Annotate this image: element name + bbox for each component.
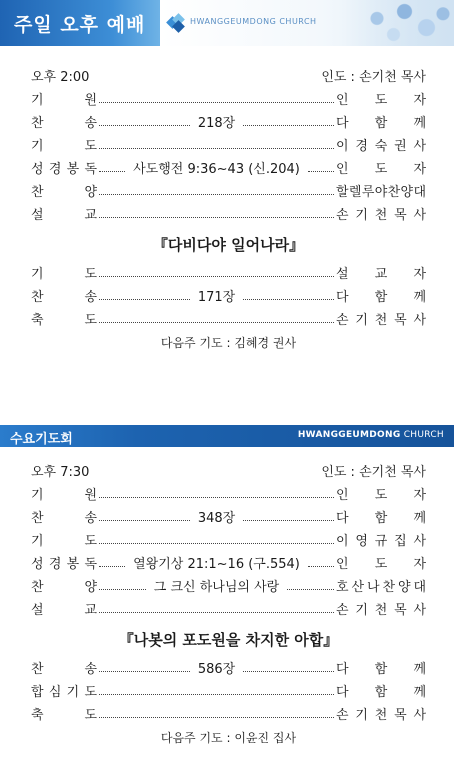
order-row <box>31 112 426 135</box>
order-person: 인 도 자 <box>336 162 426 177</box>
order-detail: 171장 <box>197 290 236 305</box>
order-person: 손 기 천 목 사 <box>336 313 426 328</box>
leader-dots <box>99 217 334 218</box>
hydrangea-decoration <box>344 0 454 46</box>
order-row <box>31 599 426 622</box>
leader-dots <box>99 717 334 718</box>
order-row <box>31 704 426 727</box>
sunday-header <box>0 0 454 46</box>
sermon-title: 『다비다야 일어나라』 <box>152 236 305 254</box>
order-person: 설 교 자 <box>336 267 426 282</box>
order-label: 찬 송 <box>31 116 97 131</box>
leader-dots <box>99 194 334 195</box>
order-row <box>31 286 426 309</box>
leader-dots <box>99 276 334 277</box>
leader-dots <box>99 694 334 695</box>
order-row <box>31 89 426 112</box>
order-person: 다 함 께 <box>336 290 426 305</box>
order-person: 손 기 천 목 사 <box>336 208 426 223</box>
church-name-rest: CHURCH <box>400 430 444 440</box>
church-name-bold: HWANGGEUMDONG <box>297 430 401 440</box>
order-person: 손 기 천 목 사 <box>336 708 426 723</box>
order-detail: 사도행전 9:36~43 (신.204) <box>133 162 300 177</box>
wednesday-order <box>31 461 426 749</box>
sunday-order <box>31 66 426 354</box>
leader-dots <box>99 671 190 672</box>
leader-dots <box>243 299 334 300</box>
service-time: 오후 2:00 <box>31 70 90 85</box>
order-label: 찬 송 <box>31 290 97 305</box>
leader-dots <box>99 322 334 323</box>
order-label: 기 원 <box>31 488 97 503</box>
sermon-title: 『나봇의 포도원을 차지한 아합』 <box>118 631 339 649</box>
leader-dots <box>243 125 334 126</box>
service-leader: 인도 : 손기천 목사 <box>321 465 426 480</box>
order-person: 다 함 께 <box>336 685 426 700</box>
service-time: 오후 7:30 <box>31 465 90 480</box>
leader-dots <box>99 148 334 149</box>
order-row <box>31 309 426 332</box>
order-label: 기 도 <box>31 139 97 154</box>
wednesday-header <box>0 425 454 447</box>
leader-dots <box>99 102 334 103</box>
order-label: 축 도 <box>31 313 97 328</box>
order-row <box>31 658 426 681</box>
leader-dots <box>99 125 190 126</box>
order-row <box>31 484 426 507</box>
order-row <box>31 204 426 227</box>
order-label: 찬 양 <box>31 580 97 595</box>
order-person: 인 도 자 <box>336 557 426 572</box>
leader-dots <box>99 543 334 544</box>
order-label: 설 교 <box>31 603 97 618</box>
order-row <box>31 263 426 286</box>
service-leader: 인도 : 손기천 목사 <box>321 70 426 85</box>
wednesday-title: 수요기도회 <box>10 432 73 447</box>
church-logo-icon <box>168 15 184 31</box>
church-name <box>298 430 444 440</box>
order-detail: 348장 <box>197 511 236 526</box>
order-detail: 열왕기상 21:1~16 (구.554) <box>133 557 300 572</box>
leader-dots <box>243 671 334 672</box>
order-row <box>31 576 426 599</box>
order-label: 축 도 <box>31 708 97 723</box>
order-label: 찬 송 <box>31 662 97 677</box>
leader-dots <box>99 171 125 172</box>
order-label: 설 교 <box>31 208 97 223</box>
order-detail: 586장 <box>197 662 236 677</box>
next-week-prayer: 다음주 기도 : 이윤진 집사 <box>160 731 297 745</box>
order-row <box>31 553 426 576</box>
leader-dots <box>308 171 334 172</box>
leader-dots <box>287 589 334 590</box>
order-row <box>31 135 426 158</box>
order-label: 기 도 <box>31 534 97 549</box>
order-row <box>31 507 426 530</box>
leader-dots <box>99 589 146 590</box>
leader-dots <box>99 612 334 613</box>
order-label: 기 도 <box>31 267 97 282</box>
leader-dots <box>308 566 334 567</box>
next-week-prayer: 다음주 기도 : 김혜경 권사 <box>160 336 297 350</box>
order-detail: 218장 <box>197 116 236 131</box>
order-person: 다 함 께 <box>336 662 426 677</box>
order-label: 기 원 <box>31 93 97 108</box>
leader-dots <box>99 566 125 567</box>
church-name: HWANGGEUMDONG CHURCH <box>190 17 317 26</box>
sunday-header-band <box>0 0 160 46</box>
order-row <box>31 681 426 704</box>
order-person: 인 도 자 <box>336 93 426 108</box>
leader-dots <box>99 520 190 521</box>
order-label: 찬 송 <box>31 511 97 526</box>
sunday-title: 주일 오후 예배 <box>14 14 146 36</box>
order-person: 할 렐 루 야 찬 양 대 <box>336 185 426 200</box>
wednesday-time-line <box>31 461 426 484</box>
order-row <box>31 530 426 553</box>
order-person: 인 도 자 <box>336 488 426 503</box>
order-row <box>31 158 426 181</box>
order-person: 이 영 규 집 사 <box>336 534 426 549</box>
order-label: 합 심 기 도 <box>31 685 97 700</box>
order-person: 호 산 나 찬 양 대 <box>336 580 426 595</box>
order-label: 성 경 봉 독 <box>31 162 97 177</box>
order-person: 이 경 숙 권 사 <box>336 139 426 154</box>
order-detail: 그 크신 하나님의 사랑 <box>153 580 280 595</box>
sunday-time-line <box>31 66 426 89</box>
order-person: 손 기 천 목 사 <box>336 603 426 618</box>
order-row <box>31 181 426 204</box>
leader-dots <box>99 299 190 300</box>
order-person: 다 함 께 <box>336 116 426 131</box>
leader-dots <box>243 520 334 521</box>
order-label: 찬 양 <box>31 185 97 200</box>
order-person: 다 함 께 <box>336 511 426 526</box>
order-label: 성 경 봉 독 <box>31 557 97 572</box>
leader-dots <box>99 497 334 498</box>
